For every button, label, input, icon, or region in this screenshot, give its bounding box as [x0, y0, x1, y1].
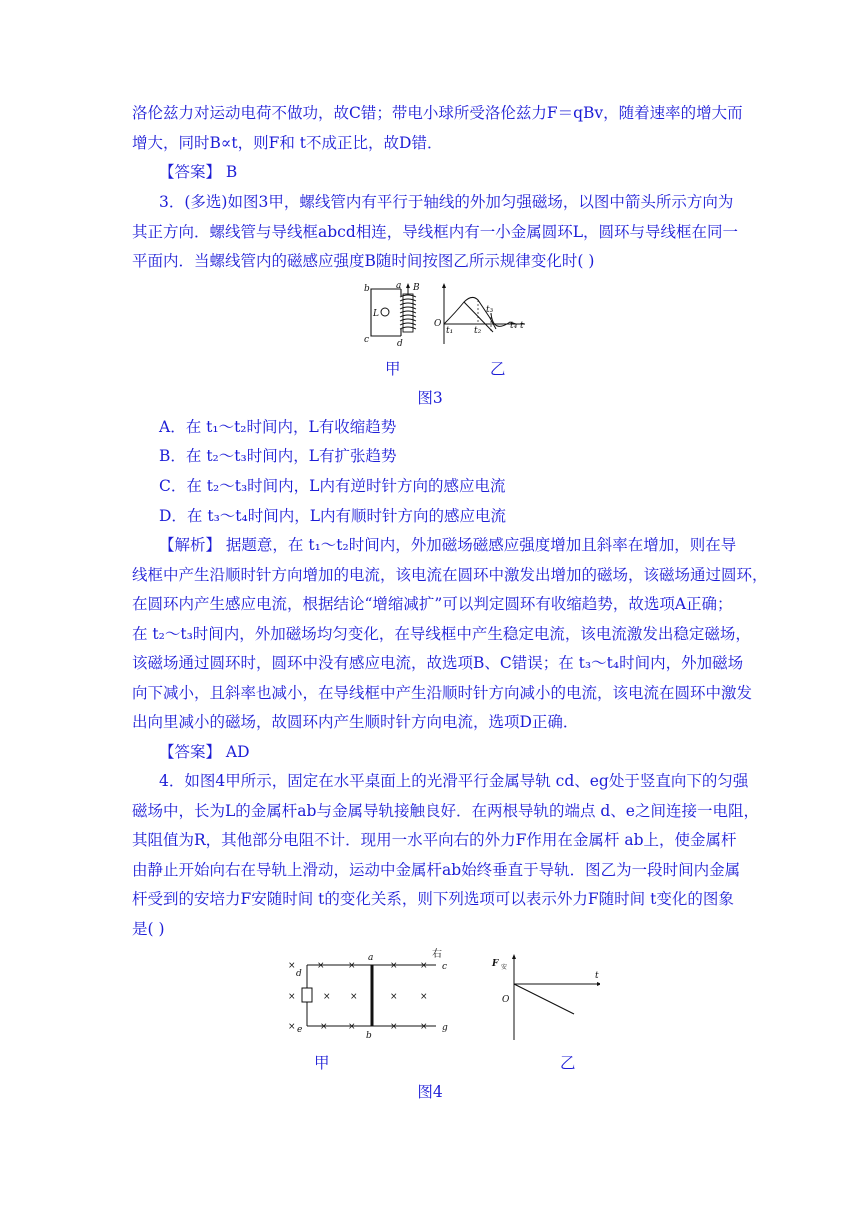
question-3-line-2: 其正方向．螺线管与导线框abcd相连，导线框内有一小金属圆环L，圆环与导线框在同一: [132, 223, 739, 241]
label-O: O: [434, 319, 442, 329]
svg-text:×: ×: [420, 992, 428, 1002]
label-b: b: [366, 1031, 372, 1041]
svg-text:×: ×: [390, 992, 398, 1002]
label-c: c: [442, 962, 448, 972]
answer-label-1: 【答案】 B: [159, 163, 238, 181]
svg-text:×: ×: [317, 961, 325, 971]
svg-text:×: ×: [348, 961, 356, 971]
svg-text:×: ×: [420, 1022, 428, 1032]
label-B: B: [413, 283, 420, 293]
label-t: t: [520, 321, 524, 331]
label-c: c: [364, 335, 370, 345]
question-4-line-3: 其阻值为R，其他部分电阻不计．现用一水平向右的外力F作用在金属杆 ab上，使金属杆: [132, 831, 737, 849]
option-c: C．在 t₂～t₃时间内，L内有逆时针方向的感应电流: [159, 477, 506, 495]
figure-3-sub-left: 甲: [385, 360, 401, 378]
figure-4-caption: 图4: [417, 1083, 443, 1101]
text-line-1: 洛伦兹力对运动电荷不做功，故C错；带电小球所受洛伦兹力F＝qBv，随着速率的增大而: [132, 104, 743, 122]
option-d: D．在 t₃～t₄时间内，L内有顺时针方向的感应电流: [159, 507, 507, 525]
question-4-line-6: 是( ): [132, 920, 165, 938]
analysis-line-6: 向下减小，且斜率也减小，在导线框中产生沿顺时针方向减小的电流，该电流在圆环中激发: [132, 684, 753, 702]
label-t: t: [595, 971, 599, 981]
label-O: O: [502, 995, 510, 1005]
question-4-line-5: 杆受到的安培力F安随时间 t的变化关系，则下列选项可以表示外力F随时间 t变化的图象: [132, 890, 734, 908]
label-d: d: [397, 339, 403, 349]
question-4-line-1: 4．如图4甲所示，固定在水平桌面上的光滑平行金属导轨 cd、eg处于竖直向下的匀强: [159, 772, 749, 790]
label-right: 右: [432, 949, 442, 960]
svg-text:×: ×: [390, 1022, 398, 1032]
analysis-line-7: 出向里减小的磁场，故圆环内产生顺时针方向电流，选项D正确．: [132, 713, 579, 731]
analysis-line-5: 该磁场通过圆环时，圆环中没有感应电流，故选项B、C错误；在 t₃～t₄时间内，外加磁场: [132, 654, 744, 672]
label-t3: t₃: [486, 305, 494, 315]
label-g: g: [442, 1023, 448, 1033]
question-4-line-4: 由静止开始向右在导轨上滑动，运动中金属杆ab始终垂直于导轨．图乙为一段时间内金属: [132, 861, 741, 879]
figure-3-diagram: [360, 282, 535, 350]
label-t2: t₂: [474, 326, 482, 336]
question-4-line-2: 磁场中，长为L的金属杆ab与金属导轨接触良好．在两根导轨的端点 d、e之间连接一电阻，: [132, 802, 759, 820]
label-e: e: [297, 1025, 303, 1035]
label-F-sub: 安: [501, 964, 508, 971]
svg-text:×: ×: [288, 1022, 296, 1032]
svg-text:×: ×: [420, 961, 428, 971]
label-L: L: [373, 309, 379, 319]
svg-text:×: ×: [288, 961, 296, 971]
svg-text:×: ×: [288, 992, 296, 1002]
svg-text:×: ×: [323, 992, 331, 1002]
analysis-line-1: 【解析】 据题意，在 t₁～t₂时间内，外加磁场磁感应强度增加且斜率在增加，则在导: [159, 536, 737, 554]
text-line-2: 增大，同时B∝t，则F和 t不成正比，故D错．: [132, 134, 443, 152]
label-t1: t₁: [446, 326, 454, 336]
figure-4-sub-right: 乙: [560, 1054, 576, 1072]
analysis-line-2: 线框中产生沿顺时针方向增加的电流，该电流在圆环中激发出增加的磁场，该磁场通过圆环，: [132, 566, 768, 584]
figure-4-diagram: [280, 948, 600, 1048]
svg-text:×: ×: [348, 1022, 356, 1032]
question-3-line-1: 3．(多选)如图3甲，螺线管内有平行于轴线的外加匀强磁场，以图中箭头所示方向为: [159, 193, 734, 211]
label-a: a: [368, 953, 374, 963]
label-b: b: [364, 284, 370, 294]
analysis-line-3: 在圆环内产生感应电流，根据结论“增缩减扩”可以判定圆环有收缩趋势，故选项A正确；: [132, 595, 733, 613]
figure-3-caption: 图3: [417, 389, 443, 407]
svg-text:×: ×: [390, 961, 398, 971]
svg-text:×: ×: [320, 1022, 328, 1032]
option-a: A．在 t₁～t₂时间内，L有收缩趋势: [159, 418, 397, 436]
figure-4: [280, 948, 600, 1048]
label-t4: t₄: [510, 321, 518, 331]
figure-3: [360, 282, 535, 350]
figure-4-sub-left: 甲: [314, 1054, 330, 1072]
svg-text:×: ×: [350, 992, 358, 1002]
question-3-line-3: 平面内．当螺线管内的磁感应强度B随时间按图乙所示规律变化时( ): [132, 252, 595, 270]
analysis-line-4: 在 t₂～t₃时间内，外加磁场均匀变化，在导线框中产生稳定电流，该电流激发出稳定磁场，: [132, 625, 751, 643]
figure-3-sub-right: 乙: [490, 360, 506, 378]
option-b: B．在 t₂～t₃时间内，L有扩张趋势: [159, 447, 397, 465]
label-a: a: [396, 282, 402, 291]
label-F: F: [492, 959, 499, 969]
answer-label-2: 【答案】 AD: [159, 743, 250, 761]
label-d: d: [296, 969, 302, 979]
